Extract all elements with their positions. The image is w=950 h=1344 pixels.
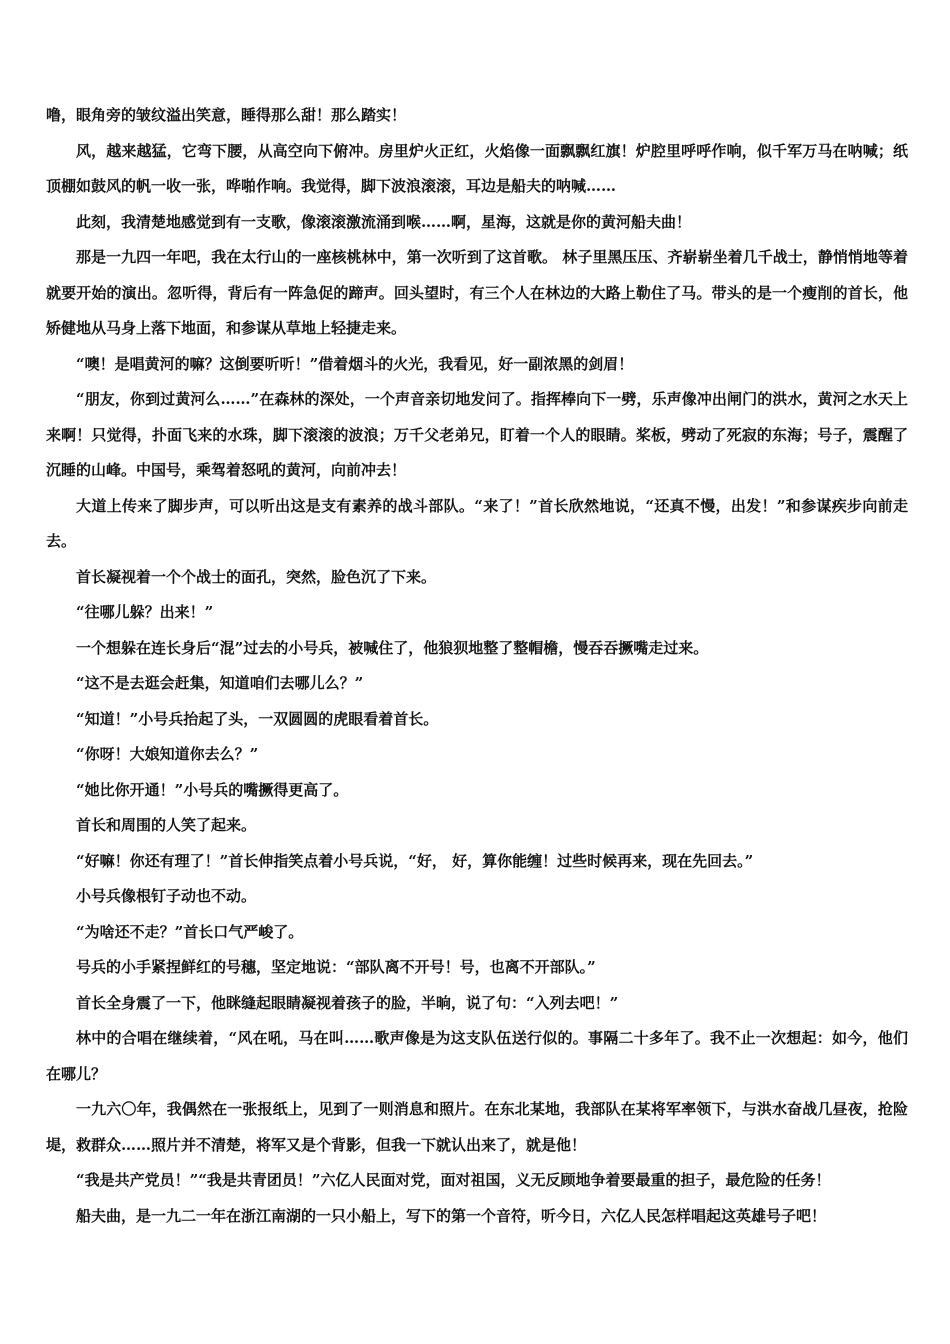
paragraph: “这不是去逛会赶集，知道咱们去哪儿么？” (76, 674, 364, 692)
paragraph: 号兵的小手紧捏鲜红的号穗，坚定地说：“部队离不开号！号，也离不开部队。” (76, 958, 596, 976)
paragraph: 此刻，我清楚地感觉到有一支歌，像滚滚激流涌到喉……啊，星海，这就是你的黄河船夫曲！ (76, 212, 692, 231)
paragraph: 噜，眼角旁的皱纹溢出笑意，睡得那么甜！那么踏实！ (46, 106, 407, 124)
paragraph: “往哪儿躲？出来！” (76, 603, 214, 621)
paragraph: “朋友，你到过黄河么……”在森林的深处，一个声音亲切地发问了。指挥棒向下一劈，乐声像冲出闸门的洪水，黄河之水天上来啊！只觉得，扑面飞来的水珠，脚下滚滚的波浪；万千父老弟兄，盯着一个人的眼睛。桨板，劈动了死寂的东海；号子，震醒了沉睡的山峰。中国号，乘驾着怒吼的黄河，向前冲去！ (46, 390, 908, 479)
paragraph: 风，越来越猛，它弯下腰，从高空向下俯冲。房里炉火正红，火焰像一面飘飘红旗！炉腔里呼呼作响，似千军万马在呐喊；纸顶棚如鼓风的帆一收一张，哗啪作响。我觉得，脚下波浪滚滚，耳边是船夫的呐喊…… (46, 141, 908, 195)
paragraph: 一个想躲在连长身后“混”过去的小号兵，被喊住了，他狼狈地整了整帽檐，慢吞吞撅嘴走过来。 (76, 638, 709, 657)
paragraph: “知道！”小号兵抬起了头，一双圆圆的虎眼看着首长。 (76, 709, 439, 728)
document-body (46, 98, 908, 1234)
paragraph: 一九六〇年，我偶然在一张报纸上，见到了一则消息和照片。在东北某地，我部队在某将军率领下，与洪水奋战几昼夜，抢险堤，救群众……照片并不清楚，将军又是个背影，但我一下就认出来了，就是他！ (46, 1100, 908, 1154)
paragraph: “我是共产党员！”“我是共青团员！”六亿人民面对党，面对祖国，义无反顾地争着要最重的担子，最危险的任务！ (76, 1171, 831, 1189)
paragraph: 首长和周围的人笑了起来。 (76, 816, 257, 834)
paragraph: 林中的合唱在继续着，“风在吼，马在叫……歌声像是为这支队伍送行似的。事隔二十多年了。我不止一次想起：如今，他们在哪儿？ (46, 1029, 908, 1083)
paragraph: 那是一九四一年吧，我在太行山的一座核桃林中，第一次听到了这首歌。 林子里黑压压、齐崭崭坐着几千战士，静悄悄地等着就要开始的演出。忽听得，背后有一阵急促的蹄声。回头望时，有三个人在林边的大路上勒住了马。带头的是一个瘦削的首长，他矫健地从马身上落下地面，和参谋从草地上轻捷走来。 (46, 248, 908, 337)
paragraph: 首长全身震了一下，他眯缝起眼睛凝视着孩子的脸，半晌，说了句：“入列去吧！” (76, 993, 619, 1012)
paragraph: 首长凝视着一个个战士的面孔，突然，脸色沉了下来。 (76, 567, 437, 586)
paragraph: “为啥还不走？”首长口气严峻了。 (76, 922, 304, 941)
paragraph: “你呀！大娘知道你去么？” (76, 745, 259, 763)
paragraph: “好嘛！你还有理了！”首长伸指笑点着小号兵说，“好， 好，算你能缠！过些时候再来，现在先回去。” (76, 851, 754, 870)
paragraph: “噢！是唱黄河的嘛？这倒要听听！”借着烟斗的火光，我看见，好一副浓黑的剑眉！ (76, 354, 634, 373)
paragraph: 船夫曲，是一九二一年在浙江南湖的一只小船上，写下的第一个音符，听今日，六亿人民怎样唱起这英雄号子吧！ (76, 1206, 827, 1225)
paragraph: “她比你开通！”小号兵的嘴撅得更高了。 (76, 780, 349, 799)
paragraph: 大道上传来了脚步声，可以听出这是支有素养的战斗部队。“来了！”首长欣然地说，“还真不慢，出发！”和参谋疾步向前走去。 (46, 496, 908, 550)
paragraph: 小号兵像根钉子动也不动。 (76, 887, 257, 905)
